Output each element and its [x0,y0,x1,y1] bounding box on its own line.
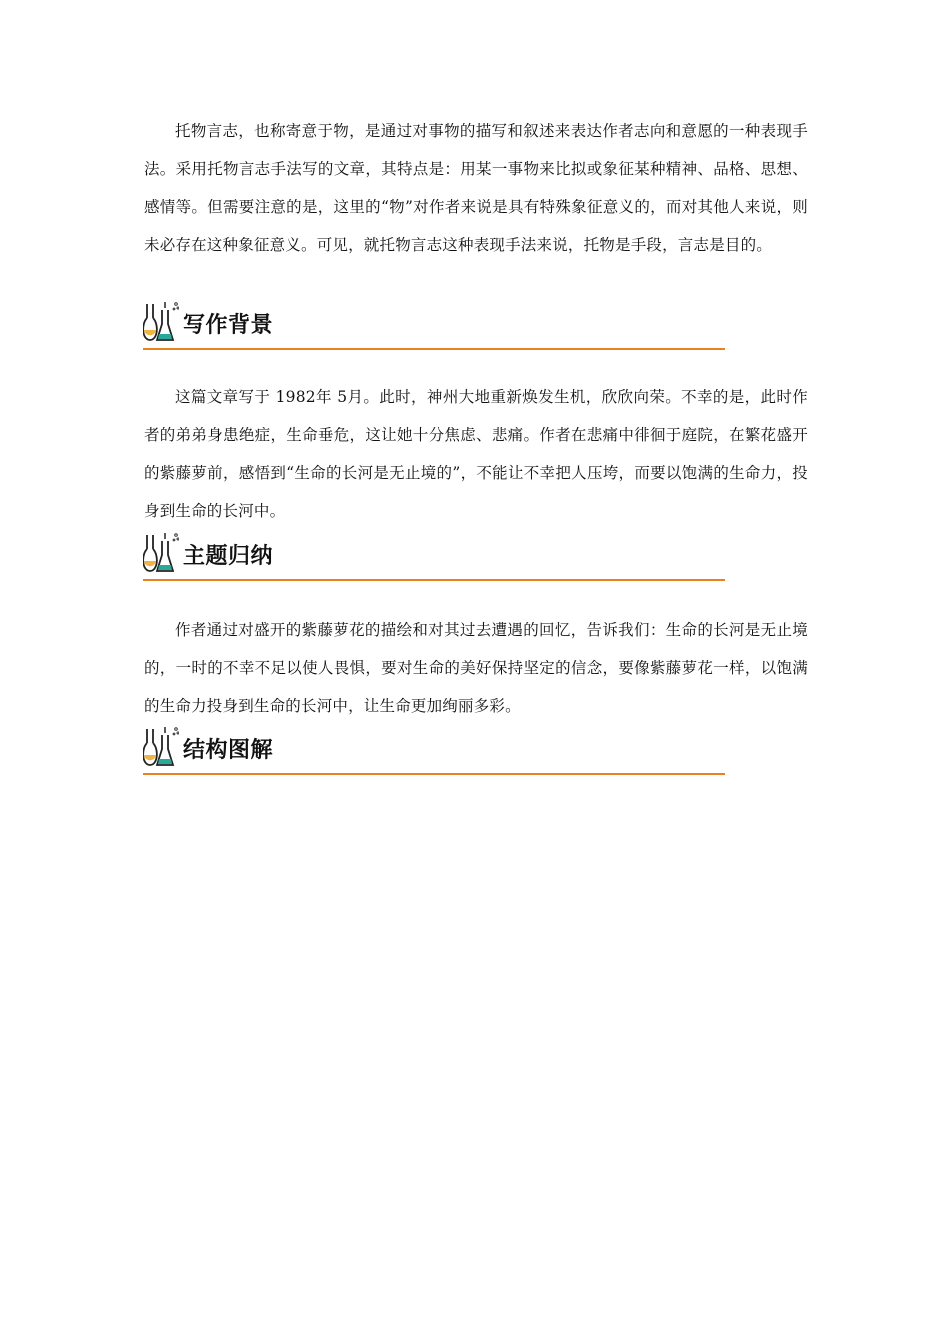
section-title: 写作背景 [183,313,274,338]
section-heading-background [143,300,725,350]
heading-underline [143,348,725,350]
background-paragraph: 这篇文章写于 1982年 5月。此时，神州大地重新焕发生机，欣欣向荣。不幸的是，此时作者的弟弟身患绝症，生命垂危，这让她十分焦虑、悲痛。作者在悲痛中徘徊于庭院，在繁花盛开的紫藤萝前，感悟到“生命的长河是无止境的”，不能让不幸把人压垮，而要以饱满的生命力，投身到生命的长河中。 [144,388,808,520]
section-heading-theme [143,531,725,581]
section-heading-structure [143,725,725,775]
theme-paragraph: 作者通过对盛开的紫藤萝花的描绘和对其过去遭遇的回忆，告诉我们：生命的长河是无止境的，一时的不幸不足以使人畏惧，要对生命的美好保持坚定的信念，要像紫藤萝花一样，以饱满的生命力投身到生命的长河中，让生命更加绚丽多彩。 [144,621,808,715]
section-title: 结构图解 [183,738,274,763]
heading-underline [143,579,725,581]
flask-icon [143,531,179,577]
section-title: 主题归纳 [183,544,274,569]
intro-paragraph: 托物言志，也称寄意于物，是通过对事物的描写和叙述来表达作者志向和意愿的一种表现手法。采用托物言志手法写的文章，其特点是：用某一事物来比拟或象征某种精神、品格、思想、感情等。但需要注意的是，这里的“物”对作者来说是具有特殊象征意义的，而对其他人来说，则未必存在这种象征意义。可见，就托物言志这种表现手法来说，托物是手段，言志是目的。 [144,122,808,254]
heading-underline [143,773,725,775]
flask-icon [143,300,179,346]
flask-icon [143,725,179,771]
